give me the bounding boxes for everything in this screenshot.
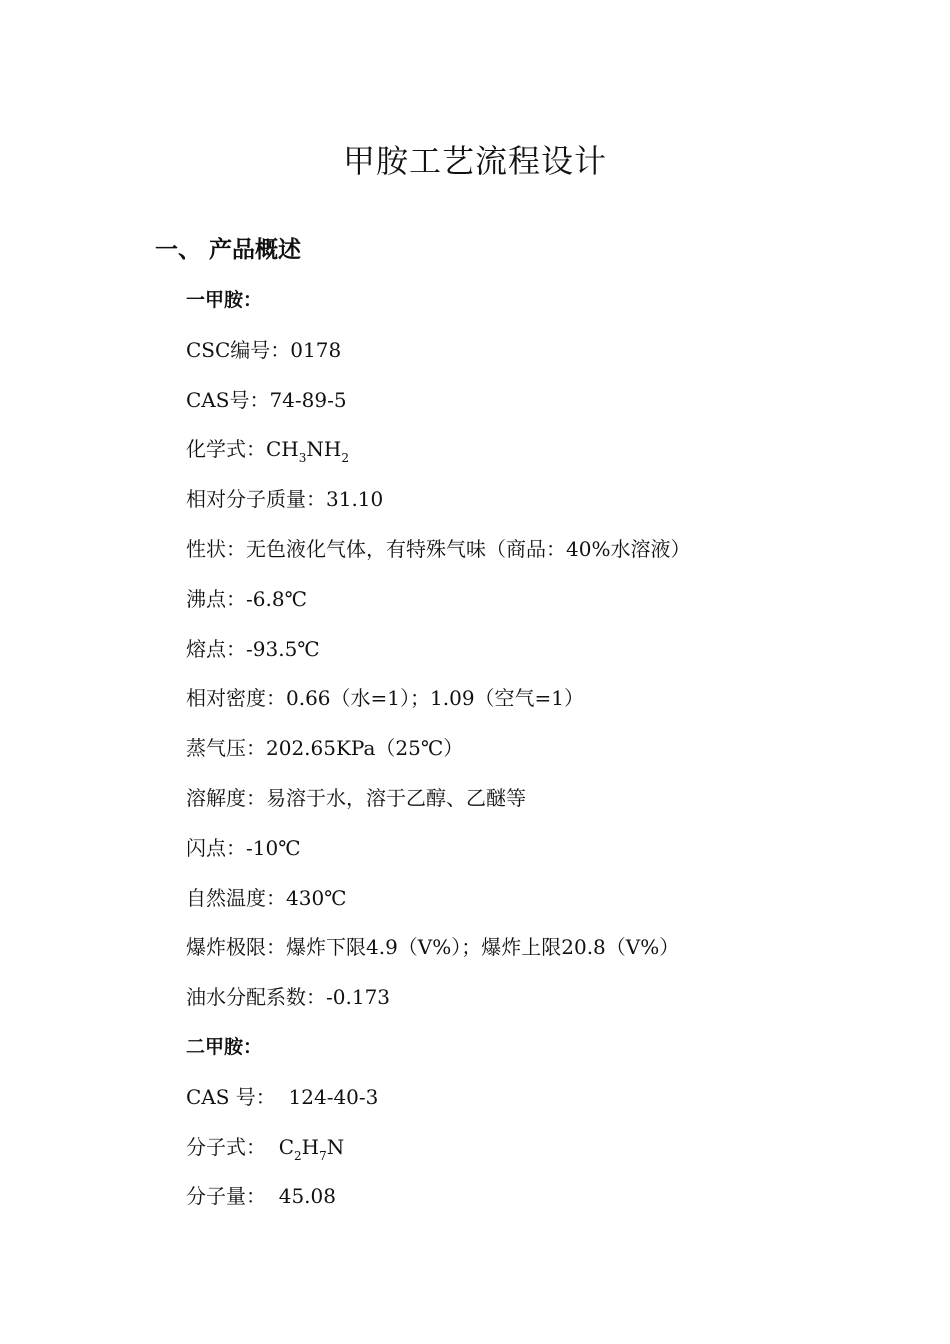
solubility: 溶解度：易溶于水，溶于乙醇、乙醚等	[186, 785, 526, 810]
formula-subscript: 2	[341, 451, 349, 466]
formula-part: CH	[266, 437, 299, 462]
autoignition-temperature: 自然温度：430℃	[186, 885, 347, 910]
boiling-point: 沸点：-6.8℃	[186, 586, 307, 611]
formula-subscript: 7	[319, 1148, 327, 1163]
partition-coefficient: 油水分配系数：-0.173	[186, 985, 391, 1010]
formula-part: N	[326, 1134, 345, 1159]
formula-part: H	[301, 1134, 320, 1159]
molecular-weight: 相对分子质量：31.10	[186, 487, 384, 512]
section-heading: 一、 产品概述	[155, 237, 302, 263]
dimethylamine-molecular-weight: 分子量： 45.08	[186, 1184, 336, 1209]
document-title: 甲胺工艺流程设计	[342, 142, 607, 180]
melting-point: 熔点：-93.5℃	[186, 636, 320, 661]
formula-label: 分子式：	[186, 1134, 279, 1159]
appearance: 性状：无色液化气体，有特殊气味（商品：40%水溶液）	[186, 536, 691, 561]
flash-point: 闪点：-10℃	[186, 835, 301, 860]
vapor-pressure: 蒸气压：202.65KPa（25℃）	[186, 736, 464, 761]
formula-label: 化学式：	[186, 437, 266, 462]
formula-part: NH	[306, 437, 342, 462]
formula-subscript: 3	[298, 451, 307, 466]
explosive-limits: 爆炸极限：爆炸下限4.9（V%）；爆炸上限20.8（V%）	[186, 935, 680, 960]
relative-density: 相对密度：0.66（水=1）；1.09（空气=1）	[186, 686, 585, 711]
dimethylamine-cas: CAS 号： 124-40-3	[186, 1084, 379, 1109]
formula-part: C	[278, 1134, 295, 1159]
dimethylamine-heading: 二甲胺：	[186, 1035, 263, 1058]
product-overview-body	[186, 283, 906, 1229]
chemical-formula	[186, 432, 906, 482]
monomethylamine-heading: 一甲胺：	[186, 289, 263, 311]
csc-number: CSC编号：0178	[186, 337, 342, 362]
dimethylamine-formula	[186, 1130, 906, 1180]
formula-subscript: 2	[294, 1148, 302, 1163]
cas-number: CAS号：74-89-5	[186, 387, 347, 412]
